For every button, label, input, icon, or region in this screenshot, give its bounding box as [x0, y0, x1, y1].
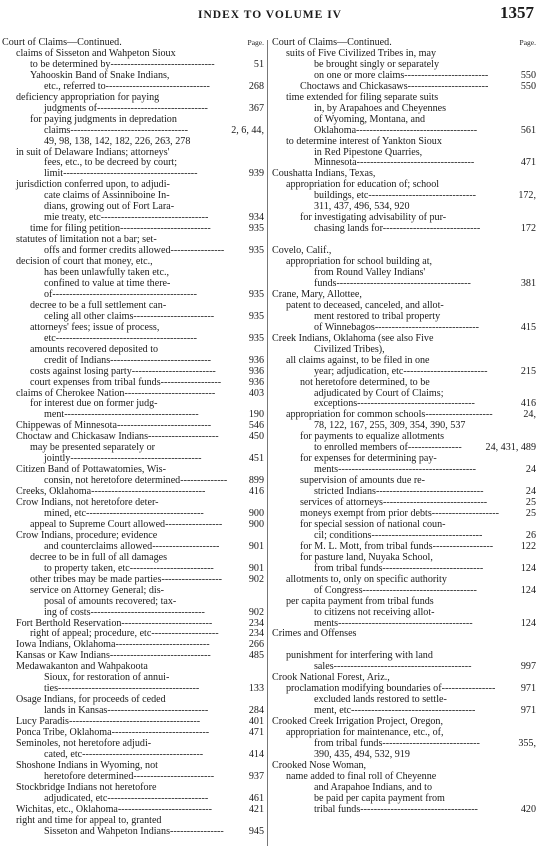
dot-leader: -------------------------------------: [351, 705, 476, 717]
page-reference: 935: [248, 245, 264, 257]
page-reference: 901: [248, 562, 264, 574]
page-reference: 420: [520, 803, 536, 815]
entry-text: Covelo, Calif.,: [272, 245, 332, 257]
page-reference: 935: [248, 310, 264, 322]
page-reference: 461: [248, 792, 264, 804]
entry-text: of Wyoming, Montana, and: [314, 113, 426, 125]
page-reference: 936: [248, 354, 264, 366]
entry-text: of Winnebagos: [314, 321, 375, 333]
entry-text: for paying judgments in depredation: [30, 113, 177, 125]
page-reference: 26: [525, 529, 536, 541]
column-heading: Court of Claims—Continued. Page.: [272, 37, 536, 48]
page-reference: 172,: [518, 190, 536, 202]
entry-text: for expenses for determining pay-: [300, 453, 437, 465]
entry-text: credit of Indians: [44, 354, 111, 366]
entry-text: 49, 98, 138, 142, 182, 226, 263, 278: [44, 135, 191, 147]
entry-text: Crooked Creek Irrigation Project, Oregon,: [272, 716, 443, 728]
entry-text: Medawakanton and Wahpakoota: [16, 661, 148, 673]
entry-text: of: [44, 288, 53, 300]
entry-text: ment: [44, 409, 65, 421]
entry-text: claims: [44, 124, 71, 136]
dot-leader: --------------------------------: [368, 190, 476, 202]
entry-text: Minnesota: [314, 157, 357, 169]
dot-leader: ------------------: [160, 376, 222, 388]
page-reference: 900: [248, 518, 264, 530]
entry-text: in suit of Delaware Indians; attorneys': [16, 146, 170, 158]
entry-text: lands in Kansas: [44, 705, 108, 717]
entry-text: appeal to Supreme Court allowed: [30, 518, 166, 530]
entry-text: fees, etc., to be decreed by court;: [44, 157, 178, 169]
entry-text: appropriation for school building at,: [286, 256, 433, 268]
entry-text: Yahooskin Band of Snake Indians,: [30, 69, 170, 81]
entry-text: for M. L. Mott, from tribal funds: [300, 540, 433, 552]
entry-text: amounts recovered deposited to: [30, 343, 159, 355]
page-reference: 421: [248, 803, 264, 815]
entry-text: Crook National Forest, Ariz.,: [272, 672, 390, 684]
dot-leader: ------------------------------: [107, 705, 209, 717]
page-reference: 902: [248, 573, 264, 585]
page-reference: 935: [248, 288, 264, 300]
entry-text: Fort Berthold Reservation: [16, 617, 122, 629]
page-reference: 24, 431, 489: [485, 442, 536, 454]
entry-text: Kansas or Kaw Indians: [16, 650, 110, 662]
entry-text: right of appeal; procedure, etc: [30, 628, 152, 640]
entry-text: time extended for filing separate suits: [286, 91, 439, 103]
dot-leader: ---------------------------: [121, 617, 213, 629]
entry-text: from tribal funds: [314, 562, 383, 574]
entry-text: court expenses from tribal funds: [30, 376, 161, 388]
entry-text: adjudicated by Court of Claims;: [314, 387, 444, 399]
dot-leader: --------------------: [425, 409, 493, 421]
entry-text: Crow Indians, not heretofore deter-: [16, 497, 159, 509]
entry-text: statutes of limitation not a bar; set-: [16, 234, 157, 246]
entry-text: service on Attorney General; dis-: [30, 584, 164, 596]
page-reference: 416: [248, 486, 264, 498]
page-reference: 451: [248, 453, 264, 465]
dot-leader: ------------------------------: [107, 792, 209, 804]
entry-text: supervision of amounts due re-: [300, 475, 426, 487]
page-reference: 403: [248, 387, 264, 399]
entry-text: to property taken, etc: [44, 562, 130, 574]
entry-text: 78, 122, 167, 255, 309, 354, 390, 537: [314, 420, 466, 432]
page-reference: 415: [520, 321, 536, 333]
entry-text: and Arapahoe Indians, and to: [314, 781, 433, 793]
entry-text: on one or more claims: [314, 69, 405, 81]
dot-leader: ----------------------------: [117, 803, 213, 815]
dot-leader: -----------------------------: [382, 223, 481, 235]
entry-text: Sisseton and Wahpeton Indians: [44, 825, 170, 837]
dot-leader: -----------------------------------: [356, 157, 475, 169]
entry-text: year; adjudication, etc: [314, 365, 404, 377]
entry-text: Shoshone Indians in Wyoming, not: [16, 759, 158, 771]
entry-text: 311, 437, 496, 534, 920: [314, 201, 410, 213]
entry-text: not heretofore determined, to be: [300, 376, 430, 388]
page-reference: 234: [248, 617, 264, 629]
entry-text: has been unlawfully taken etc.,: [44, 267, 170, 279]
entry-text: celing all other claims: [44, 310, 134, 322]
dot-leader: ---------------------: [148, 431, 219, 443]
page-column-label: Page.: [519, 38, 536, 47]
page-reference: 899: [248, 475, 264, 487]
entry-text: decision of court that money, etc.,: [16, 256, 153, 268]
dot-leader: --------------------: [152, 540, 220, 552]
entry-text: Choctaws and Chickasaws: [300, 80, 408, 92]
dot-leader: ----------------: [441, 683, 496, 695]
dot-leader: ---------------------------: [120, 223, 211, 235]
index-entry: [2, 827, 264, 838]
entry-text: patent to deceased, canceled, and allot-: [286, 299, 444, 311]
entry-text: be paid per capita payment from: [314, 792, 445, 804]
dot-leader: ------------------------------: [109, 650, 211, 662]
dot-leader: ----------------------------: [116, 420, 212, 432]
dot-leader: --------------------------------: [375, 486, 484, 498]
entry-text: Ponca Tribe, Oklahoma: [16, 727, 112, 739]
entry-text: for interest due on former judg-: [30, 398, 158, 410]
entry-text: appropriation for maintenance, etc., of,: [286, 727, 444, 739]
entry-text: for investigating advisability of pur-: [300, 212, 447, 224]
column-divider: [267, 40, 268, 846]
entry-text: excluded lands restored to settle-: [314, 694, 447, 706]
dot-leader: ----------------------------------------: [63, 168, 198, 180]
dot-leader: -------------------------------: [374, 321, 480, 333]
dot-leader: ----------------------------: [115, 639, 210, 651]
entry-text: Crimes and Offenses: [272, 628, 357, 640]
entry-text: chasing lands for: [314, 223, 383, 235]
dot-leader: -------------------------: [131, 365, 216, 377]
entry-text: costs against losing party: [30, 365, 132, 377]
entry-text: attorneys' fees; issue of process,: [30, 321, 160, 333]
entry-text: confined to value at time there-: [44, 277, 171, 289]
entry-text: cated, etc: [44, 748, 83, 760]
entry-text: Choctaw and Chickasaw Indians: [16, 431, 149, 443]
entry-text: allotments to, only on specific authority: [286, 573, 447, 585]
page-reference: 971: [520, 683, 536, 695]
entry-text: Crane, Mary, Allottee,: [272, 288, 362, 300]
index-entry: [272, 224, 536, 235]
entry-text: other tribes may be made parties: [30, 573, 162, 585]
entry-text: Iowa Indians, Oklahoma: [16, 639, 116, 651]
dot-leader: -------------------------------------------: [52, 288, 197, 300]
page-reference: 124: [520, 562, 536, 574]
page-reference: 902: [248, 606, 264, 618]
entry-text: etc: [44, 332, 56, 344]
page-reference: 901: [248, 540, 264, 552]
entry-text: exceptions: [314, 398, 358, 410]
entry-text: Creek Indians, Oklahoma (see also Five: [272, 332, 434, 344]
entry-text: Crooked Nose Woman,: [272, 759, 367, 771]
page-reference: 934: [248, 212, 264, 224]
dot-leader: ---------------------------: [124, 387, 216, 399]
dot-leader: ------------------------------------------: [58, 683, 200, 695]
entry-text: decree to be a full settlement can-: [30, 299, 167, 311]
entry-text: sales: [314, 661, 334, 673]
entry-text: to enrolled members of: [314, 442, 408, 454]
page-reference: 485: [248, 650, 264, 662]
page-reference: 550: [520, 80, 536, 92]
dot-leader: ----------------: [170, 245, 225, 257]
page-reference: 215: [520, 365, 536, 377]
dot-leader: -----------------------------------: [70, 124, 189, 136]
entry-text: claims of Cherokee Nation: [16, 387, 125, 399]
index-entry: [272, 334, 536, 345]
entry-text: tribal funds: [314, 803, 361, 815]
page-number: 1357: [500, 3, 534, 22]
entry-text: Oklahoma: [314, 124, 357, 136]
entry-text: appropriation for education of; school: [286, 179, 440, 191]
entry-text: to determine interest of Yankton Sioux: [286, 135, 442, 147]
entry-text: heretofore determined: [44, 770, 134, 782]
dot-leader: ----------------------------------: [362, 584, 477, 596]
entry-text: ties: [44, 683, 59, 695]
entry-text: Sioux, for restoration of annui-: [44, 672, 170, 684]
entry-text: in, by Arapahoes and Cheyennes: [314, 102, 447, 114]
entry-text: Seminoles, not heretofore adjudi-: [16, 738, 152, 749]
entry-text: of Congress: [314, 584, 363, 596]
entry-text: Wichitas, etc., Oklahoma: [16, 803, 118, 815]
dot-leader: ------------------: [432, 540, 494, 552]
index-entry: [272, 805, 536, 816]
entry-text: appropriation for common schools: [286, 409, 426, 421]
entry-text: Chippewas of Minnesota: [16, 420, 117, 432]
entry-text: dians, growing out of Fort Lara-: [44, 201, 175, 213]
page-reference: 122: [520, 540, 536, 552]
entry-text: for pasture land, Nuyaka School,: [300, 551, 433, 563]
entry-text: to be determined by: [30, 58, 111, 70]
dot-leader: ---------------------------------: [371, 529, 483, 541]
page-reference: 355,: [518, 738, 536, 749]
page-reference: 124: [520, 584, 536, 596]
entry-text: adjudicated, etc: [44, 792, 108, 804]
dot-leader: ----------------------------------------: [64, 409, 199, 421]
entry-text: Coushatta Indians, Texas,: [272, 168, 376, 180]
dot-leader: --------------------: [431, 507, 499, 519]
entry-text: time for filing petition: [30, 223, 120, 235]
entry-text: limit: [44, 168, 64, 180]
page-header: [0, 0, 540, 30]
entry-text: judgments of: [44, 102, 97, 114]
entry-text: mie treaty, etc: [44, 212, 101, 224]
entry-text: may be presented separately or: [30, 442, 155, 454]
entry-text: claims of Sisseton and Wahpeton Sioux: [16, 47, 176, 59]
entry-text: moneys exempt from prior debts: [300, 507, 432, 519]
page-reference: 546: [248, 420, 264, 432]
entry-text: punishment for interfering with land: [286, 650, 433, 662]
page-reference: 561: [520, 124, 536, 136]
dot-leader: -----------------------------------: [357, 398, 475, 410]
dot-leader: ------------------: [161, 573, 222, 585]
entry-text: posal of amounts recovered; tax-: [44, 595, 177, 607]
index-entry: [272, 629, 536, 640]
page-reference: 190: [248, 409, 264, 421]
page-reference: 471: [520, 157, 536, 169]
page-reference: 24,: [523, 409, 536, 421]
entry-text: services of attorneys: [300, 497, 383, 509]
entry-text: ments: [314, 464, 339, 476]
entry-text: for payments to equalize allotments: [300, 431, 445, 443]
dot-leader: -----------------------------------------: [338, 464, 476, 476]
page-reference: 24: [525, 486, 536, 498]
page-reference: 401: [248, 716, 264, 728]
page-reference: 416: [520, 398, 536, 410]
page-reference: 24: [525, 464, 536, 476]
dot-leader: -----------------------------------: [360, 803, 478, 815]
entry-text: in Red Pipestone Quarries,: [314, 146, 423, 158]
entry-text: per capita payment from tribal funds: [286, 595, 434, 607]
entry-text: deficiency appropriation for paying: [16, 91, 160, 103]
dot-leader: -------------------------------: [110, 58, 215, 70]
dot-leader: ------------------------: [133, 310, 215, 322]
page-reference: 550: [520, 69, 536, 81]
dot-leader: -----------------------------: [382, 738, 480, 749]
page-reference: 937: [248, 770, 264, 782]
page-reference: 935: [248, 223, 264, 235]
page-reference: 936: [248, 365, 264, 377]
page-reference: 25: [525, 507, 536, 519]
entry-text: stricted Indians: [314, 486, 376, 498]
dot-leader: -----------------------------------: [86, 507, 204, 519]
dot-leader: -----------------------------------------: [333, 661, 472, 673]
column-heading: Court of Claims—Continued. Page.: [2, 37, 264, 48]
entry-text: Civilized Tribes),: [314, 343, 385, 355]
page-reference: 450: [248, 431, 264, 443]
entry-text: jurisdiction conferred upon, to adjudi-: [16, 179, 170, 191]
entry-text: from tribal funds: [314, 738, 383, 749]
dot-leader: --------------------: [151, 628, 219, 640]
dot-leader: ----------------: [170, 825, 224, 837]
page-reference: 381: [520, 277, 536, 289]
dot-leader: -------------------------: [404, 69, 489, 81]
dot-leader: ---------------------------------------: [70, 453, 202, 465]
page-reference: 51: [253, 58, 264, 70]
dot-leader: -------------------------: [403, 365, 488, 377]
dot-leader: ------------------------------: [382, 562, 484, 574]
dot-leader: --------------------------------: [100, 212, 209, 224]
dot-leader: ----------------------------------------: [338, 617, 473, 629]
dot-leader: ----------------------------------------: [336, 277, 471, 289]
entry-text: proclamation modifying boundaries of: [286, 683, 442, 695]
entry-text: all claims against, to be filed in one: [286, 354, 430, 366]
entry-text: for special session of national coun-: [300, 518, 446, 530]
dot-leader: ----------------------------------: [90, 606, 205, 618]
entry-text: Osage Indians, for proceeds of ceded: [16, 694, 166, 706]
page-column-label: Page.: [247, 38, 264, 47]
index-column-right: [272, 38, 536, 816]
dot-leader: ------------------------------------: [82, 748, 204, 760]
dot-leader: -----------------: [165, 518, 223, 530]
page-reference: 971: [520, 705, 536, 717]
page-reference: 2, 6, 44,: [231, 124, 264, 136]
entry-text: ments: [314, 617, 339, 629]
page-reference: 367: [248, 102, 264, 114]
dot-leader: ------------------------------------: [356, 124, 478, 136]
page-reference: 234: [248, 628, 264, 640]
dot-leader: -------------------------------: [382, 497, 488, 509]
page-reference: 266: [248, 639, 264, 651]
entry-text: decree to be in full of all damages: [30, 551, 168, 563]
dot-leader: ---------------------------------: [97, 102, 208, 114]
entry-text: be brought singly or separately: [314, 58, 440, 70]
page-reference: 133: [248, 683, 264, 695]
index-column-left: [2, 38, 264, 838]
running-title: INDEX TO VOLUME IV: [198, 9, 342, 21]
entry-text: ing of costs: [44, 606, 91, 618]
entry-text: mined, etc: [44, 507, 87, 519]
entry-text: 390, 435, 494, 532, 919: [314, 748, 410, 760]
page-reference: 935: [248, 332, 264, 344]
dot-leader: ------------------------------: [110, 354, 211, 366]
page-reference: 414: [248, 748, 264, 760]
page-reference: 284: [248, 705, 264, 717]
page-reference: 172: [520, 223, 536, 235]
entry-text: etc., referred to: [44, 80, 106, 92]
dot-leader: --------------: [180, 475, 228, 487]
page-reference: 997: [520, 661, 536, 673]
dot-leader: ---------------------------------------: [68, 716, 201, 728]
dot-leader: -------------------------------: [105, 80, 210, 92]
dot-leader: ----------------------------------: [91, 486, 206, 498]
entry-text: offs and former credits allowed: [44, 245, 171, 257]
entry-text: cil; conditions: [314, 529, 372, 541]
page-reference: 25: [525, 497, 536, 509]
page-reference: 124: [520, 617, 536, 629]
page-reference: 939: [248, 168, 264, 180]
entry-text: funds: [314, 277, 337, 289]
entry-text: name added to final roll of Cheyenne: [286, 770, 437, 782]
entry-text: to citizens not receiving allot-: [314, 606, 435, 618]
page-reference: 936: [248, 376, 264, 388]
dot-leader: ------------------------: [407, 80, 489, 92]
entry-text: consin, not heretofore determined: [44, 475, 181, 487]
entry-text: and counterclaims allowed: [44, 540, 153, 552]
entry-text: ment restored to tribal property: [314, 310, 441, 322]
page-reference: 900: [248, 507, 264, 519]
page-reference: 268: [248, 80, 264, 92]
dot-leader: -----------------------------: [111, 727, 210, 739]
page-reference: 945: [248, 825, 264, 837]
entry-text: Creeks, Oklahoma: [16, 486, 92, 498]
page-reference: 471: [248, 727, 264, 739]
entry-text: buildings, etc: [314, 190, 369, 202]
entry-text: jointly: [44, 453, 71, 465]
entry-text: Stockbridge Indians not heretofore: [16, 781, 157, 793]
entry-text: from Round Valley Indians': [314, 267, 426, 279]
entry-text: Lucy Paradis: [16, 716, 69, 728]
dot-leader: ----------------: [407, 442, 462, 454]
dot-leader: -------------------------: [129, 562, 214, 574]
dot-leader: ------------------------------------------: [55, 332, 197, 344]
entry-text: right and time for appeal to, granted: [16, 814, 162, 826]
entry-text: Crow Indians, procedure; evidence: [16, 529, 158, 541]
entry-text: ment, etc: [314, 705, 351, 717]
dot-leader: ------------------------: [133, 770, 215, 782]
entry-text: cate claims of Assinniboine In-: [44, 190, 170, 202]
entry-text: suits of Five Civilized Tribes in, may: [286, 47, 437, 59]
entry-text: Citizen Band of Pottawatomies, Wis-: [16, 464, 166, 476]
